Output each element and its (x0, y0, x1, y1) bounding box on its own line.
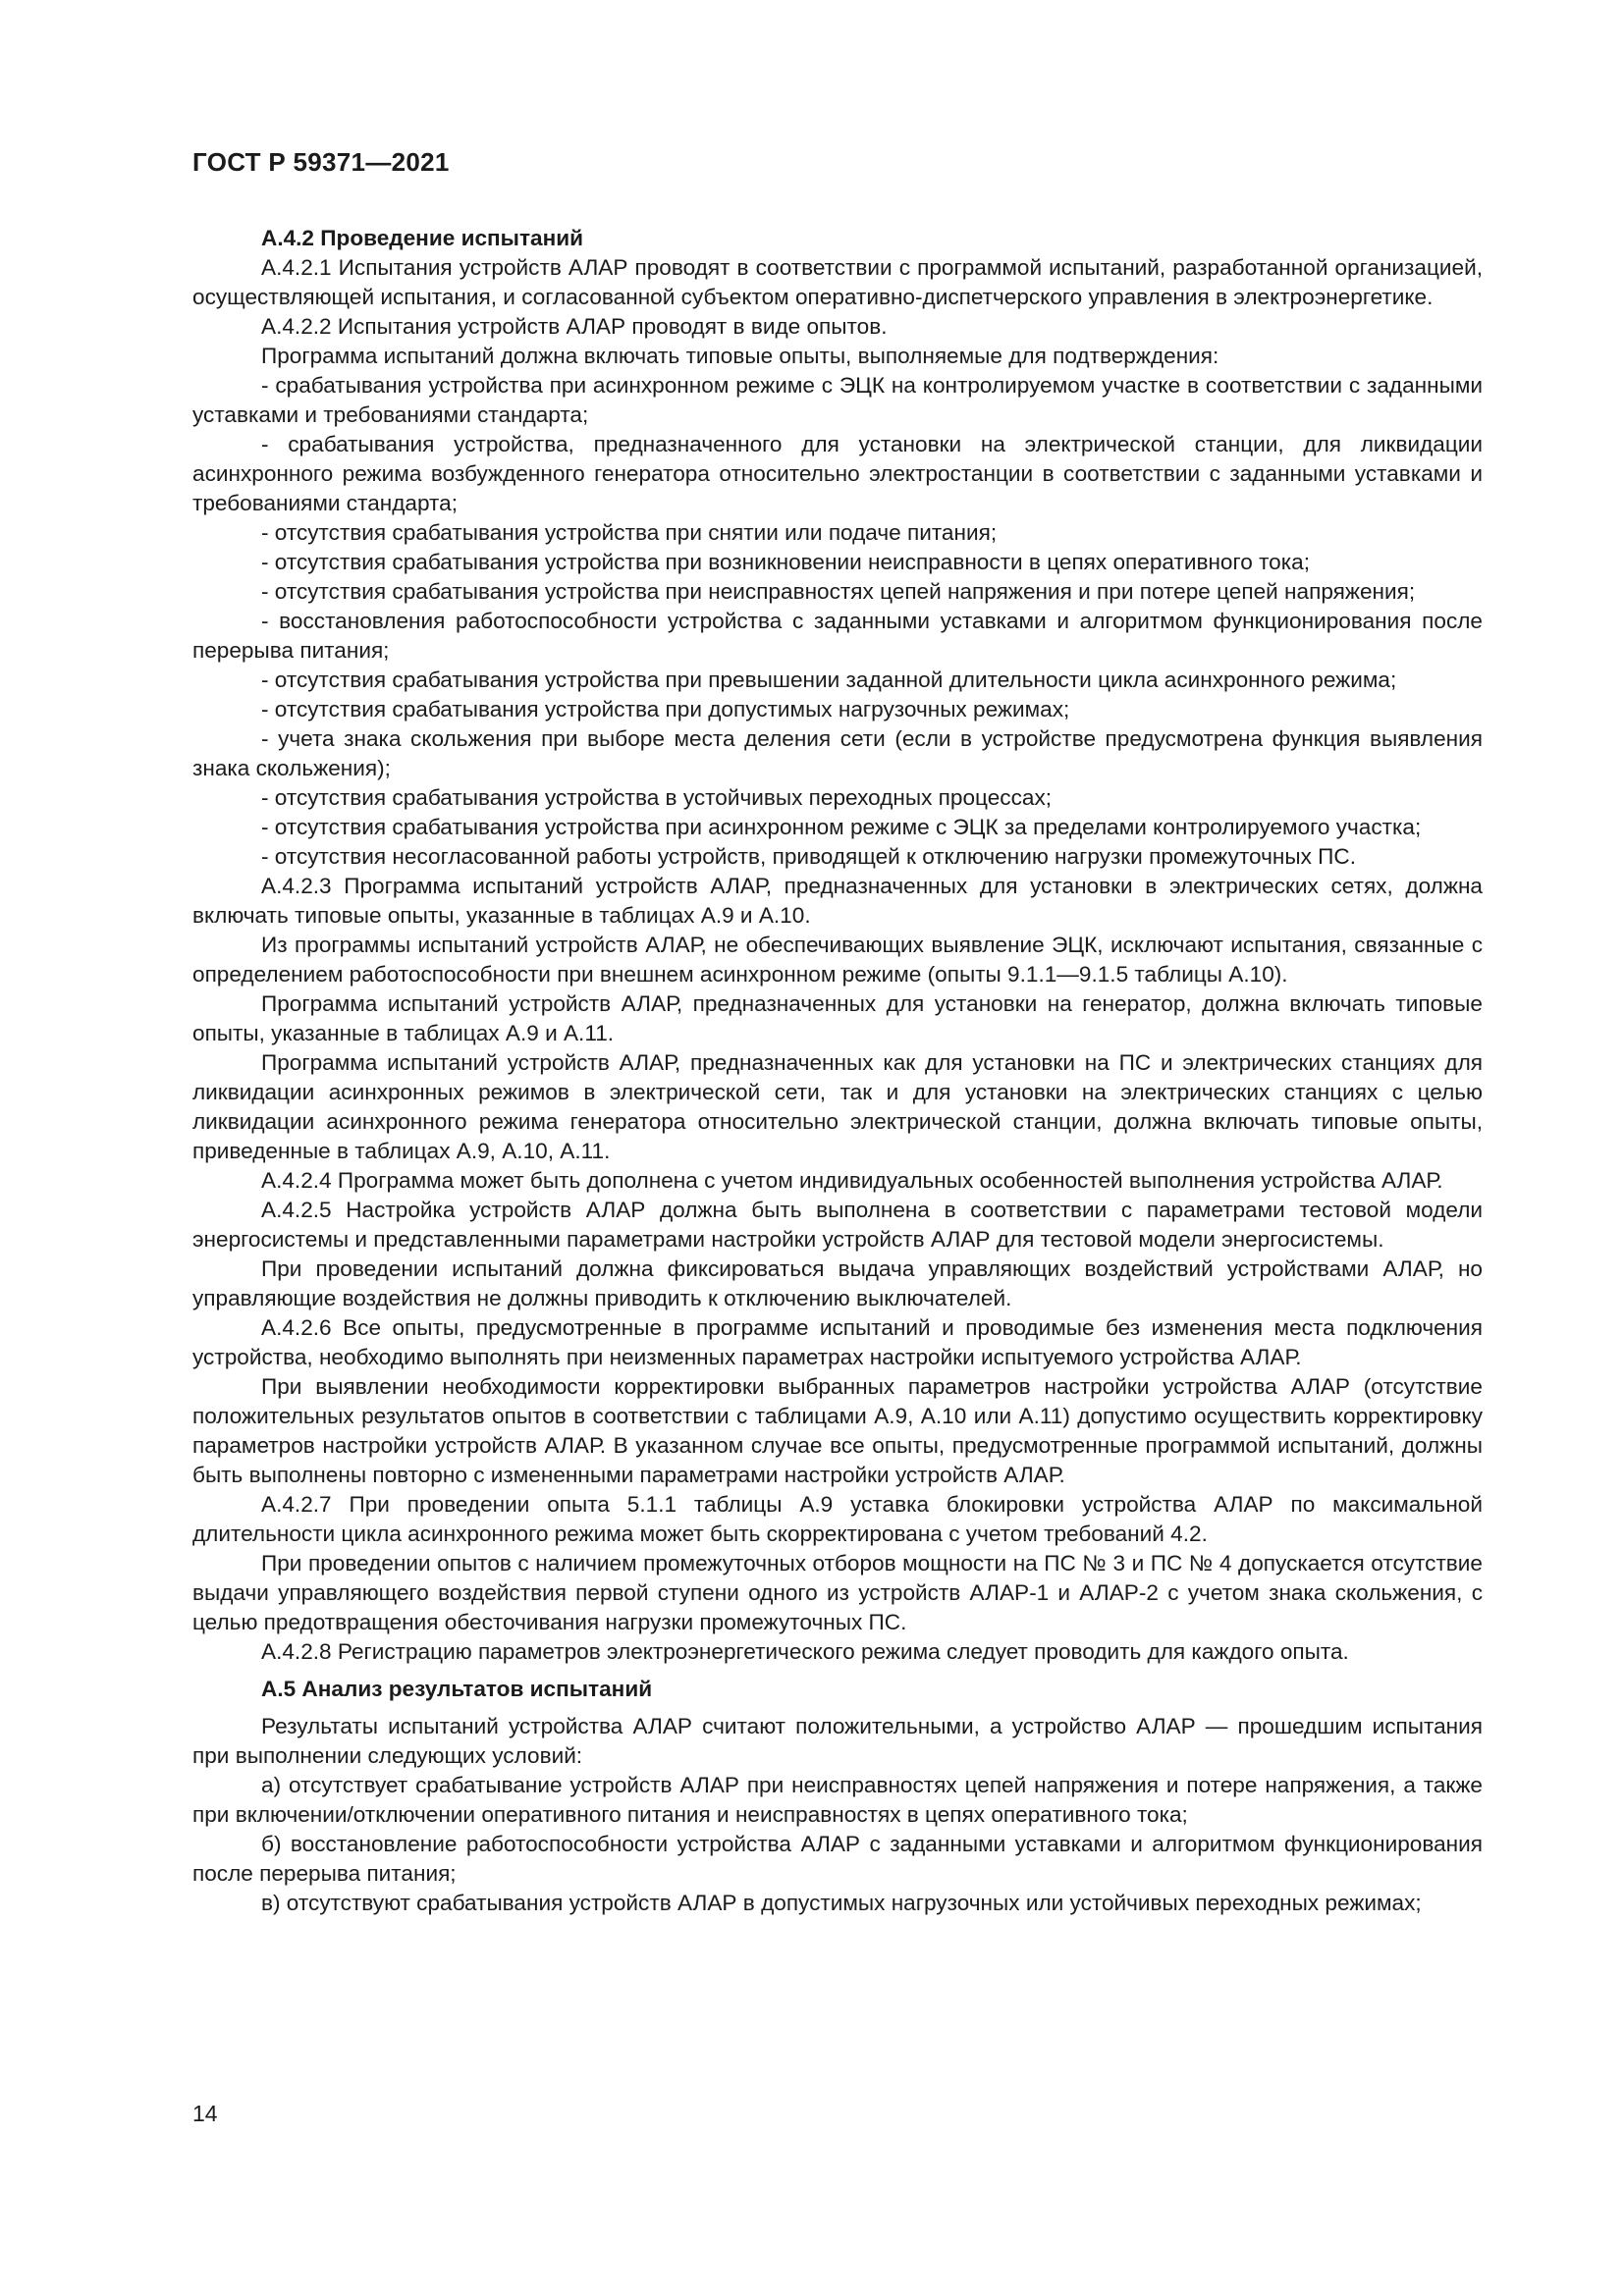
body-paragraph: А.4.2.4 Программа может быть дополнена с учетом индивидуальных особенностей выполнения устройства АЛАР. (261, 1168, 1443, 1193)
body-paragraph: Программа испытаний устройств АЛАР, предназначенных для установки на генератор, должна включать типовые опыты, указанные в таблицах А.9 и А.11. (192, 991, 1483, 1045)
body-paragraph: А.4.2.3 Программа испытаний устройств АЛАР, предназначенных для установки в электрических сетях, должна включать типовые опыты, указанные в таблицах А.9 и А.10. (192, 874, 1483, 928)
body-paragraph: - учета знака скольжения при выборе места деления сети (если в устройстве предусмотрена функция выявления знака скольжения); (192, 726, 1483, 780)
section-heading: А.5 Анализ результатов испытаний (261, 1677, 653, 1701)
body-paragraph: А.4.2.8 Регистрацию параметров электроэнергетического режима следует проводить для каждого опыта. (261, 1639, 1349, 1664)
body-paragraph: - отсутствия срабатывания устройства при допустимых нагрузочных режимах; (261, 697, 1070, 721)
body-paragraph: А.4.2.6 Все опыты, предусмотренные в программе испытаний и проводимые без изменения места подключения устройства, необходимо выполнять при неизменных параметрах настройки испытуемого устройства АЛАР. (192, 1315, 1483, 1369)
page-number: 14 (192, 2101, 218, 2126)
section-heading: А.4.2 Проведение испытаний (261, 226, 584, 250)
body-paragraph: При проведении испытаний должна фиксироваться выдача управляющих воздействий устройствами АЛАР, но управляющие воздействия не должны приводить к отключению выключателей. (192, 1256, 1483, 1310)
body-paragraph: Из программы испытаний устройств АЛАР, не обеспечивающих выявление ЭЦК, исключают испытания, связанные с определением работоспособности при внешнем асинхронном режиме (опыты 9.1.1—9.1.5 таблицы А.10). (192, 933, 1483, 987)
body-paragraph: А.4.2.2 Испытания устройств АЛАР проводят в виде опытов. (261, 314, 888, 339)
body-paragraph: - отсутствия срабатывания устройства при превышении заданной длительности цикла асинхронного режима; (261, 667, 1397, 692)
body-paragraph: - восстановления работоспособности устройства с заданными уставками и алгоритмом функционирования после перерыва питания; (192, 609, 1483, 663)
body-paragraph: Программа испытаний должна включать типовые опыты, выполняемые для подтверждения: (261, 344, 1219, 368)
body-paragraph: а) отсутствует срабатывание устройств АЛАР при неисправностях цепей напряжения и потере напряжения, а также при включении/отключении оперативного питания и неисправностях в цепях оперативного тока; (192, 1773, 1483, 1827)
body-paragraph: - срабатывания устройства, предназначенного для установки на электрической станции, для ликвидации асинхронного режима возбужденного генератора относительно электростанции в соответствии с заданными уставками и требованиями стандарта; (192, 432, 1483, 515)
body-paragraph: При проведении опытов с наличием промежуточных отборов мощности на ПС № 3 и ПС № 4 допускается отсутствие выдачи управляющего воздействия первой ступени одного из устройств АЛАР-1 и АЛАР-2 с учетом знака скольжения, с целью предотвращения обесточивания нагрузки промежуточных ПС. (192, 1551, 1483, 1634)
body-paragraph: в) отсутствуют срабатывания устройств АЛАР в допустимых нагрузочных или устойчивых переходных режимах; (261, 1891, 1422, 1915)
body-paragraph: - отсутствия срабатывания устройства при снятии или подаче питания; (261, 520, 998, 545)
body-paragraph: б) восстановление работоспособности устройства АЛАР с заданными уставками и алгоритмом функционирования после перерыва питания; (192, 1832, 1483, 1886)
standard-designation: ГОСТ Р 59371—2021 (192, 147, 450, 177)
body-paragraph: - срабатывания устройства при асинхронном режиме с ЭЦК на контролируемом участке в соответствии с заданными уставками и требованиями стандарта; (192, 373, 1483, 427)
body-paragraph: - отсутствия срабатывания устройства при асинхронном режиме с ЭЦК за пределами контролируемого участка; (261, 815, 1422, 839)
body-paragraph: А.4.2.7 При проведении опыта 5.1.1 таблицы А.9 уставка блокировки устройства АЛАР по максимальной длительности цикла асинхронного режима может быть скорректирована с учетом требований 4.2. (192, 1492, 1483, 1546)
body-paragraph: При выявлении необходимости корректировки выбранных параметров настройки устройства АЛАР (отсутствие положительных результатов опытов в соответствии с таблицами А.9, А.10 или А.11) допустимо осуществить корректировку параметров настройки устройств АЛАР. В указанном случае все опыты, предусмотренные программой испытаний, должны быть выполнены повторно с измененными параметрами настройки устройств АЛАР. (192, 1374, 1483, 1487)
document-body (192, 224, 1483, 1918)
body-paragraph: - отсутствия несогласованной работы устройств, приводящей к отключению нагрузки промежуточных ПС. (261, 844, 1357, 869)
body-paragraph: А.4.2.1 Испытания устройств АЛАР проводят в соответствии с программой испытаний, разработанной организацией, осуществляющей испытания, и согласованной субъектом оперативно-диспетчерского управления в электроэнергетике. (192, 255, 1483, 309)
body-paragraph: А.4.2.5 Настройка устройств АЛАР должна быть выполнена в соответствии с параметрами тестовой модели энергосистемы и представленными параметрами настройки устройств АЛАР для тестовой модели энергосистемы. (192, 1198, 1483, 1252)
body-paragraph: - отсутствия срабатывания устройства при неисправностях цепей напряжения и при потере цепей напряжения; (261, 579, 1416, 604)
body-paragraph: - отсутствия срабатывания устройства при возникновении неисправности в цепях оперативного тока; (261, 550, 1310, 574)
body-paragraph: Результаты испытаний устройства АЛАР считают положительными, а устройство АЛАР — прошедшим испытания при выполнении следующих условий: (192, 1714, 1483, 1768)
body-paragraph: - отсутствия срабатывания устройства в устойчивых переходных процессах; (261, 785, 1053, 810)
body-paragraph: Программа испытаний устройств АЛАР, предназначенных как для установки на ПС и электрических станциях для ликвидации асинхронных режимов в электрической сети, так и для установки на электрических станциях с целью ликвидации асинхронного режима генератора относительно электрической станции, должна включать типовые опыты, приведенные в таблицах А.9, А.10, А.11. (192, 1050, 1483, 1163)
